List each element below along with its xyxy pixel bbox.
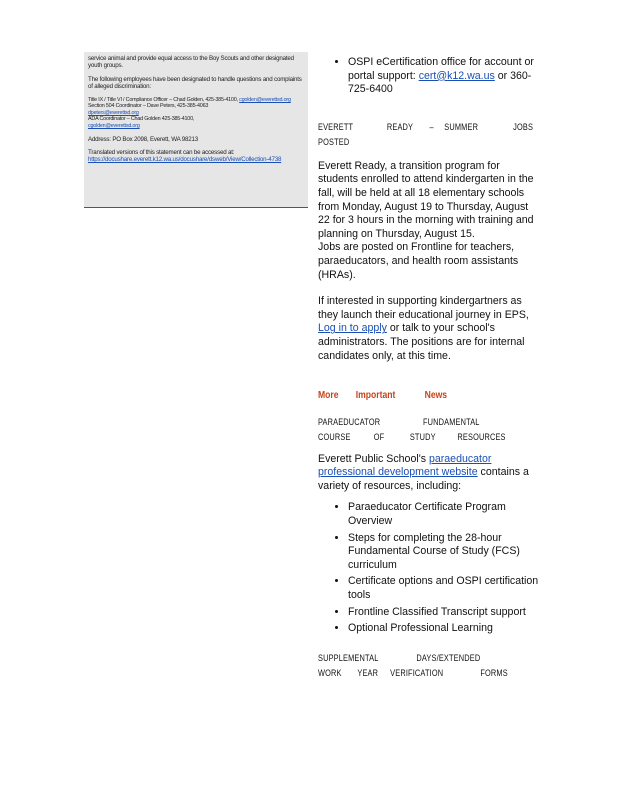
notice-line: The following employees have been designated to handle questions and complaints of alleged discrimination: xyxy=(88,75,302,91)
heading-word: DAYS/EXTENDED xyxy=(416,652,481,663)
heading-word: COURSE xyxy=(318,431,351,442)
contact-name: – Dave Peters, 425-385-4063 xyxy=(142,103,209,110)
paraeducator-heading xyxy=(318,415,538,445)
heading-word: Important xyxy=(355,389,396,402)
heading-word: READY xyxy=(386,121,414,132)
more-important-news-heading xyxy=(318,389,538,403)
heading-word: FUNDAMENTAL xyxy=(422,416,480,427)
list-item xyxy=(348,56,538,97)
ready-paragraph: Everett Ready, a transition program for students enrolled to attend kindergarten in the fall, will be held at all 18 elementary schools xyxy=(318,159,534,199)
ospi-phone: or 360-725-6400 xyxy=(348,69,532,96)
paragraph-text: contains a variety of resources, including: xyxy=(318,466,529,492)
heading-word: VERIFICATION xyxy=(390,667,444,678)
address: Address: PO Box 2098, Everett, WA 98213 xyxy=(88,135,198,143)
paragraph-text: or talk to your school's administrators. The positions are for internal candidates only, at this time. xyxy=(318,322,525,362)
ospi-email-link[interactable]: cert@k12.wa.us xyxy=(418,69,495,82)
contact-name: – Chad Golden 425-385-4100, xyxy=(126,116,195,123)
heading-word: News xyxy=(424,389,448,402)
ready-paragraph xyxy=(318,295,538,363)
paragraph-text: If interested in supporting kindergartners as they launch their educational journey in EPS, xyxy=(318,295,529,321)
paraeducator-website-link[interactable]: paraeducator professional development website xyxy=(318,452,492,479)
list-item: • Paraeducator Certificate Program Overview xyxy=(348,501,548,528)
contact-role: ADA Coordinator xyxy=(88,116,126,123)
heading-word: – xyxy=(429,121,434,132)
heading-word: OF xyxy=(373,431,385,442)
translated-link[interactable]: https://docushare.everett.k12.wa.us/docushare/dsweb/View/Collection-4738 xyxy=(88,156,282,164)
paraed-intro xyxy=(318,453,538,494)
heading-word: POSTED xyxy=(318,136,350,147)
supplemental-heading xyxy=(318,651,538,681)
heading-word: JOBS xyxy=(513,121,534,132)
list-item: • Steps for completing the 28-hour Fundamental Course of Study (FCS) curriculum xyxy=(348,532,548,573)
notice-line: service animal and provide equal access to the Boy Scouts and other designated youth groups. xyxy=(88,55,294,70)
heading-word: PARAEDUCATOR xyxy=(318,416,381,427)
heading-word: YEAR xyxy=(357,667,379,678)
contact-role: Section 504 Coordinator xyxy=(88,103,142,110)
paraed-resource-list xyxy=(318,501,548,635)
heading-word: WORK xyxy=(318,667,342,678)
contact-email-link[interactable]: cgolden@everettsd.org xyxy=(88,123,140,129)
ready-paragraph: from Monday, August 19 to Thursday, August 22 for 3 hours in the morning with training and planning on Thursday, August 15. xyxy=(318,200,534,240)
heading-word: SUMMER xyxy=(444,121,479,132)
ospi-text: OSPI eCertification office for account or portal support: xyxy=(348,56,534,82)
heading-word: EVERETT xyxy=(318,121,354,132)
ready-paragraph: Jobs are posted on Frontline for teachers, paraeducators, and health room assistants (HRAs). xyxy=(318,241,519,281)
list-item: • Optional Professional Learning xyxy=(348,622,548,636)
translated-label: Translated versions of this statement can be accessed at: xyxy=(88,149,235,156)
right-column xyxy=(318,56,538,681)
heading-word: More xyxy=(318,389,339,402)
list-item: • Certificate options and OSPI certification tools xyxy=(348,575,548,602)
contact-entry xyxy=(88,97,304,130)
heading-word: STUDY xyxy=(409,431,436,442)
heading-word: SUPPLEMENTAL xyxy=(318,652,379,663)
contact-role: Title IX / Title VI / Compliance Officer xyxy=(88,96,168,103)
everett-ready-heading xyxy=(318,120,538,150)
paragraph-text: Everett Public School's xyxy=(318,452,427,465)
log-in-to-apply-link[interactable]: Log in to apply xyxy=(318,322,387,335)
ospi-list xyxy=(318,56,538,97)
contact-name: – Chad Golden, 425-385-4100, xyxy=(169,96,238,103)
translated-note xyxy=(88,149,304,164)
heading-word: RESOURCES xyxy=(457,431,506,442)
nondiscrimination-notice xyxy=(84,52,308,208)
list-item: • Frontline Classified Transcript support xyxy=(348,606,548,620)
contact-email-link[interactable]: cgolden@everettsd.org xyxy=(239,96,291,103)
contact-email-link[interactable]: dpeters@everettsd.org xyxy=(88,109,139,116)
heading-word: FORMS xyxy=(480,667,508,678)
